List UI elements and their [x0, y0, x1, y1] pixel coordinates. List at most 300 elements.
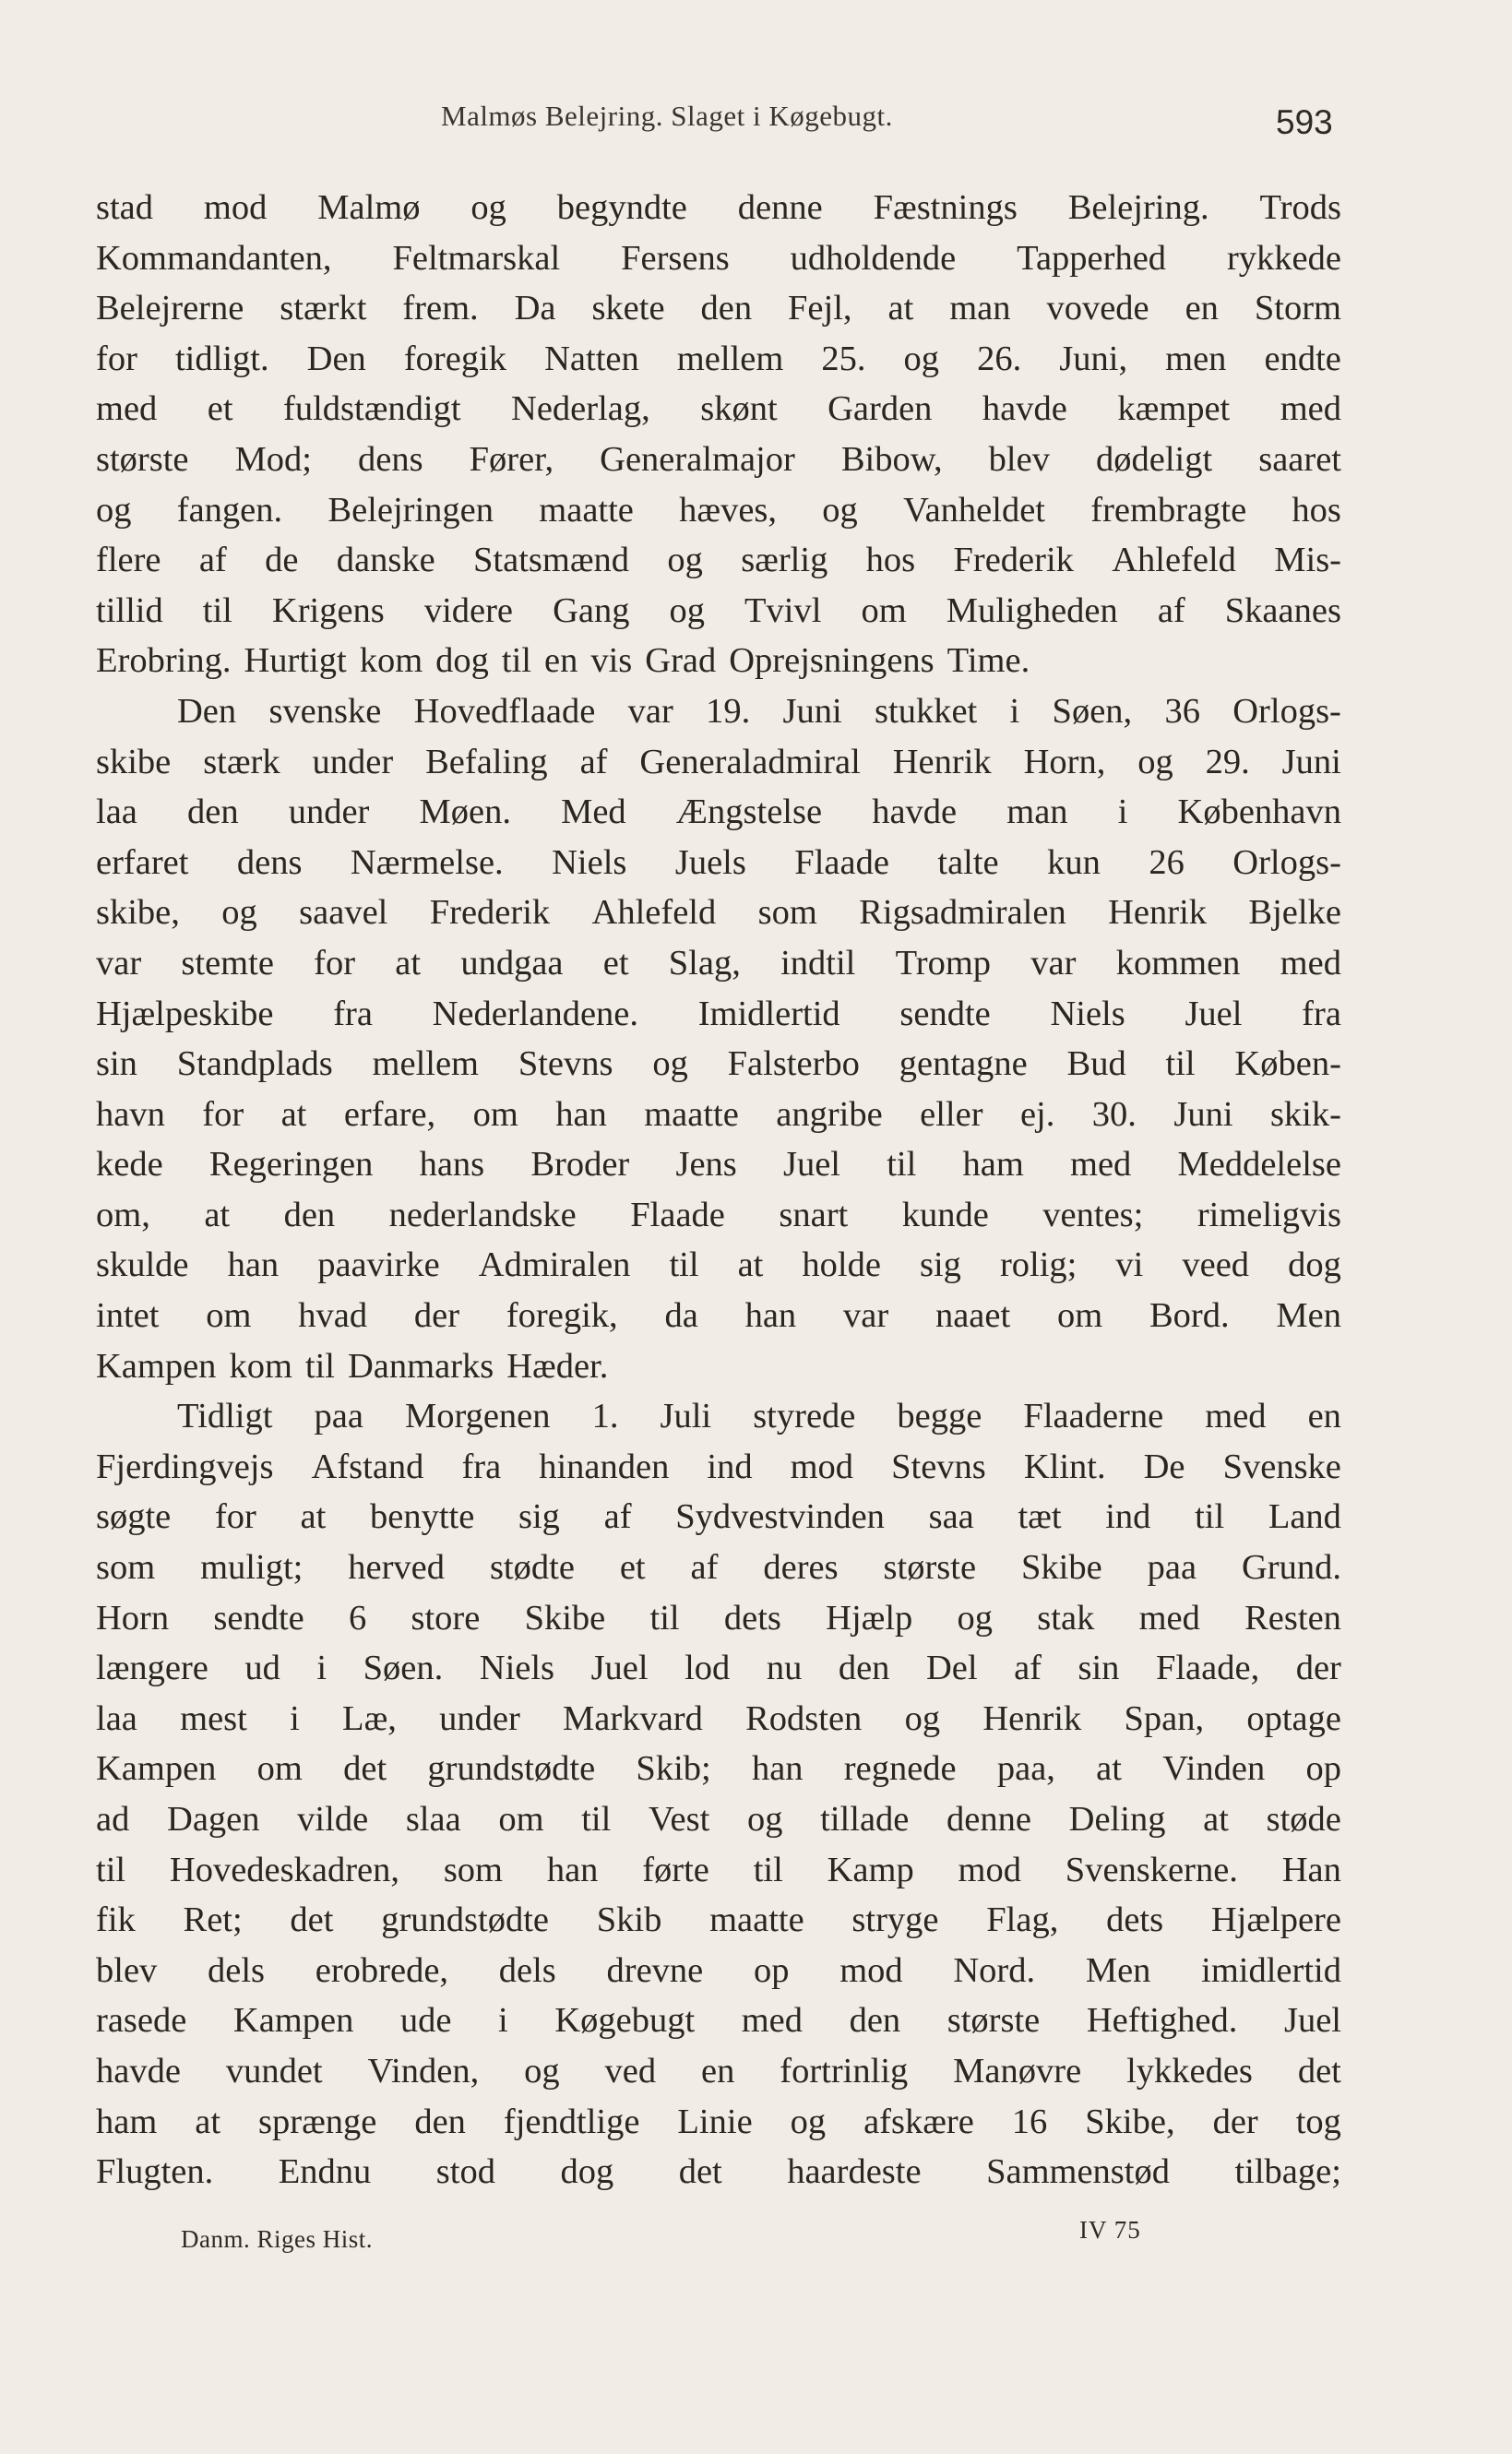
- text-line: [96, 1946, 1341, 1996]
- word: tæt: [1018, 1497, 1062, 1537]
- word: til: [581, 1800, 612, 1839]
- word: Time.: [946, 641, 1030, 681]
- word: og: [667, 541, 703, 580]
- word: Dagen: [167, 1800, 260, 1839]
- word: Broder: [530, 1145, 630, 1185]
- word: Bord.: [1149, 1296, 1230, 1336]
- word: Møen.: [419, 792, 511, 832]
- word: han: [751, 1749, 804, 1789]
- word: mellem: [372, 1044, 479, 1084]
- text-line: [96, 1593, 1341, 1644]
- word: ude: [399, 2001, 452, 2041]
- word: dens: [236, 842, 303, 882]
- text-line: [96, 1039, 1341, 1090]
- word: stærk: [203, 742, 280, 781]
- word: Standplads: [176, 1044, 333, 1084]
- word: til: [304, 1346, 335, 1386]
- word: skibe,: [96, 893, 180, 933]
- word: ej.: [1019, 1094, 1055, 1134]
- word: fuldstændigt: [283, 389, 461, 429]
- word: Henrik: [1108, 893, 1208, 933]
- word: rolig;: [999, 1245, 1077, 1285]
- word: stemte: [181, 943, 274, 983]
- word: holde: [802, 1245, 881, 1285]
- word: en: [701, 2051, 735, 2091]
- word: Natten: [544, 339, 639, 378]
- word: Deling: [1068, 1800, 1166, 1839]
- word: den: [849, 2001, 901, 2041]
- word: Den: [306, 339, 366, 378]
- word: ved: [604, 2051, 657, 2091]
- word: Markvard: [563, 1698, 703, 1738]
- word: Juel: [1283, 2001, 1341, 2041]
- word: ventes;: [1042, 1195, 1144, 1234]
- text-line: [96, 233, 1341, 284]
- word: af: [690, 1548, 719, 1588]
- word: dels: [208, 1950, 266, 1990]
- text-line: [96, 1744, 1341, 1794]
- word: mod: [839, 1950, 903, 1990]
- word: og: [957, 1598, 994, 1638]
- word: at: [395, 943, 422, 983]
- word: Flaaderne: [1023, 1397, 1164, 1436]
- word: indtil: [780, 943, 856, 983]
- word: kede: [96, 1145, 163, 1185]
- word: Hurtigt: [244, 641, 347, 681]
- word: under: [288, 792, 370, 832]
- word: Niels: [552, 842, 627, 882]
- word: saavel: [299, 893, 388, 933]
- word: Bjelke: [1248, 893, 1341, 933]
- text-line: [96, 1845, 1341, 1896]
- word: Rigsadmiralen: [859, 893, 1066, 933]
- word: Nederlag,: [511, 389, 650, 429]
- word: rimeligvis: [1197, 1195, 1341, 1234]
- word: han: [546, 1850, 599, 1889]
- text-line: [96, 183, 1341, 233]
- word: Nederlandene.: [432, 994, 639, 1033]
- word: største: [883, 1548, 977, 1588]
- word: Ret;: [183, 1900, 243, 1940]
- word: mod: [958, 1850, 1021, 1889]
- word: mod: [203, 188, 268, 227]
- text-line: [96, 989, 1341, 1040]
- word: paavirke: [317, 1245, 440, 1285]
- word: Kommandanten,: [96, 238, 332, 278]
- word: hinanden: [539, 1447, 670, 1486]
- word: Mis-: [1274, 541, 1341, 580]
- word: at: [1203, 1800, 1229, 1839]
- word: at: [300, 1497, 327, 1537]
- word: angribe: [776, 1094, 883, 1134]
- word: Statsmænd: [473, 541, 630, 580]
- word: som: [757, 893, 817, 933]
- word: til: [1195, 1497, 1225, 1537]
- text-line: [96, 1442, 1341, 1493]
- word: snart: [779, 1195, 849, 1234]
- text-line: [96, 887, 1341, 938]
- word: stad: [96, 188, 154, 227]
- word: styrede: [753, 1397, 856, 1436]
- text-line: [96, 1391, 1341, 1442]
- word: og: [524, 2051, 560, 2091]
- word: det: [678, 2152, 722, 2192]
- word: Morgenen: [404, 1397, 551, 1436]
- word: 29.: [1205, 742, 1250, 781]
- word: Nord.: [953, 1950, 1036, 1990]
- text-line: [96, 1341, 1341, 1392]
- text-line: [96, 838, 1341, 888]
- word: Befaling: [425, 742, 548, 781]
- word: største: [96, 439, 189, 479]
- word: den: [187, 792, 239, 832]
- word: grundstødte: [381, 1900, 549, 1940]
- word: den: [700, 289, 753, 328]
- word: at: [737, 1245, 764, 1285]
- word: og: [1137, 742, 1173, 781]
- word: Falsterbo: [727, 1044, 860, 1084]
- word: var: [842, 1296, 889, 1336]
- word: og: [652, 1044, 688, 1084]
- word: Hovedflaade: [413, 691, 596, 731]
- text-line: [96, 1543, 1341, 1593]
- word: begge: [897, 1397, 982, 1436]
- word: herved: [348, 1548, 446, 1588]
- word: blev: [96, 1950, 158, 1990]
- word: gentagne: [899, 1044, 1028, 1084]
- word: Juel: [782, 1145, 841, 1185]
- word: om,: [96, 1195, 150, 1234]
- word: Bibow,: [840, 439, 943, 479]
- word: og: [790, 2102, 827, 2141]
- word: Sammenstød: [986, 2152, 1170, 2192]
- word: Hjælpere: [1210, 1900, 1341, 1940]
- word: Kampen: [232, 2001, 354, 2041]
- word: skibe: [96, 742, 172, 781]
- word: Hovedeskadren,: [169, 1850, 399, 1889]
- word: om: [472, 1094, 518, 1134]
- word: sin: [1077, 1649, 1120, 1688]
- word: men: [1165, 339, 1227, 378]
- word: vundet: [225, 2051, 323, 2091]
- word: den: [414, 2102, 466, 2141]
- word: maatte: [644, 1094, 739, 1134]
- word: ind: [707, 1447, 753, 1486]
- word: denne: [946, 1800, 1031, 1839]
- text-line: [96, 1190, 1341, 1241]
- text-line: [96, 485, 1341, 536]
- word: Orlogs-: [1232, 842, 1341, 882]
- word: Grad: [645, 641, 717, 681]
- word: Heftighed.: [1086, 2001, 1238, 2041]
- word: erfare,: [343, 1094, 436, 1134]
- word: stak: [1037, 1598, 1095, 1638]
- word: frem.: [402, 289, 479, 328]
- word: til: [753, 1850, 783, 1889]
- word: støde: [1266, 1800, 1341, 1839]
- word: af: [1014, 1649, 1042, 1688]
- word: Juni: [1281, 742, 1341, 781]
- word: og: [903, 339, 940, 378]
- word: et: [602, 943, 629, 983]
- word: fortrinlig: [780, 2051, 909, 2091]
- word: Orlogs-: [1232, 691, 1341, 731]
- text-line: [96, 1995, 1341, 2046]
- word: skulde: [96, 1245, 189, 1285]
- word: Fersens: [621, 238, 730, 278]
- word: ham: [96, 2102, 158, 2141]
- word: Men: [1085, 1950, 1151, 1990]
- footer-sheet-mark: IV 75: [1079, 2216, 1141, 2244]
- word: Køben-: [1234, 1044, 1341, 1084]
- word: Generaladmiral: [639, 742, 861, 781]
- word: Fejl,: [788, 289, 852, 328]
- body-text: [96, 183, 1341, 2198]
- word: med: [741, 2001, 804, 2041]
- word: havn: [96, 1094, 165, 1134]
- word: videre: [423, 590, 514, 630]
- word: i: [498, 2001, 508, 2041]
- word: Resten: [1244, 1598, 1341, 1638]
- word: havde: [872, 792, 958, 832]
- word: at: [280, 1094, 307, 1134]
- text-line: [96, 636, 1341, 686]
- word: intet: [96, 1296, 160, 1336]
- word: Søen,: [1052, 691, 1133, 731]
- word: Ahlefeld: [1112, 541, 1236, 580]
- word: fra: [1302, 994, 1341, 1033]
- word: med: [1280, 389, 1341, 429]
- word: Flugten.: [96, 2152, 214, 2192]
- word: Læ,: [342, 1698, 397, 1738]
- word: Slag,: [668, 943, 741, 983]
- word: et: [207, 389, 233, 429]
- word: Kampen: [96, 1749, 217, 1789]
- word: førte: [642, 1850, 709, 1889]
- word: 1.: [591, 1397, 619, 1436]
- word: Trods: [1259, 188, 1341, 227]
- word: og: [96, 490, 132, 530]
- word: i: [1117, 792, 1128, 832]
- word: Hjælp: [826, 1598, 913, 1638]
- word: til: [96, 1850, 126, 1889]
- word: Bud: [1066, 1044, 1126, 1084]
- word: dens: [358, 439, 423, 479]
- word: af: [198, 541, 227, 580]
- word: tillade: [820, 1800, 910, 1839]
- word: som: [443, 1850, 503, 1889]
- word: da: [664, 1296, 698, 1336]
- word: Hjælpeskibe: [96, 994, 274, 1033]
- word: Grund.: [1241, 1548, 1341, 1588]
- word: Meddelelse: [1177, 1145, 1341, 1185]
- word: stod: [435, 2152, 495, 2192]
- text-line: [96, 1291, 1341, 1341]
- word: Stevns: [891, 1447, 986, 1486]
- word: Skib: [596, 1900, 662, 1940]
- word: Juel: [1185, 994, 1243, 1033]
- word: danske: [336, 541, 435, 580]
- text-line: [96, 1694, 1341, 1745]
- word: Generalmajor: [600, 439, 795, 479]
- word: Fjerdingvejs: [96, 1447, 274, 1486]
- word: laa: [96, 792, 137, 832]
- word: i: [1009, 691, 1020, 731]
- word: om: [1056, 1296, 1103, 1336]
- word: en: [544, 641, 578, 681]
- word: om: [498, 1800, 544, 1839]
- text-line: [96, 686, 1341, 737]
- word: Span,: [1124, 1698, 1205, 1738]
- word: tidligt.: [174, 339, 269, 378]
- word: Belejrerne: [96, 289, 244, 328]
- word: Køgebugt: [554, 2001, 696, 2041]
- word: at: [1096, 1749, 1122, 1789]
- word: Danmarks: [347, 1346, 494, 1386]
- text-line: [96, 1139, 1341, 1190]
- word: begyndte: [556, 188, 687, 227]
- word: Tidligt: [177, 1397, 273, 1436]
- word: Gang: [553, 590, 630, 630]
- word: laa: [96, 1698, 137, 1738]
- word: Skibe: [1021, 1548, 1102, 1588]
- word: søgte: [96, 1497, 172, 1537]
- word: kommen: [1115, 943, 1241, 983]
- word: med: [1070, 1145, 1132, 1185]
- word: sendte: [899, 994, 991, 1033]
- word: fra: [333, 994, 373, 1033]
- word: mod: [790, 1447, 854, 1486]
- word: Flaade: [630, 1195, 725, 1234]
- word: Jens: [675, 1145, 737, 1185]
- word: Muligheden: [946, 590, 1118, 630]
- word: Stevns: [518, 1044, 613, 1084]
- word: vovede: [1046, 289, 1149, 328]
- word: Flaade,: [1155, 1649, 1260, 1688]
- word: Juni,: [1059, 339, 1128, 378]
- word: Ahlefeld: [591, 893, 717, 933]
- word: Oprejsningens: [729, 641, 935, 681]
- word: slaa: [405, 1800, 461, 1839]
- word: der: [1295, 1649, 1341, 1688]
- word: største: [946, 2001, 1041, 2041]
- word: det: [1297, 2051, 1341, 2091]
- text-line: [96, 283, 1341, 334]
- word: stærkt: [280, 289, 367, 328]
- text-line: [96, 334, 1341, 385]
- word: fik: [96, 1900, 136, 1940]
- word: store: [411, 1598, 481, 1638]
- word: til: [669, 1245, 699, 1285]
- word: havde: [96, 2051, 181, 2091]
- word: for: [202, 1094, 244, 1134]
- word: sprænge: [258, 2102, 377, 2141]
- word: Vest: [649, 1800, 710, 1839]
- word: til: [1165, 1044, 1196, 1084]
- word: Regeringen: [208, 1145, 374, 1185]
- word: og: [470, 188, 506, 227]
- word: Juni: [1173, 1094, 1233, 1134]
- word: stukket: [875, 691, 978, 731]
- word: Juels: [674, 842, 746, 882]
- word: kom: [359, 641, 423, 681]
- word: Fører,: [469, 439, 554, 479]
- word: sig: [518, 1497, 560, 1537]
- word: kunde: [901, 1195, 989, 1234]
- word: og: [669, 590, 705, 630]
- word: for: [314, 943, 356, 983]
- word: op: [1305, 1749, 1341, 1789]
- word: vi: [1115, 1245, 1144, 1285]
- word: hvad: [298, 1296, 368, 1336]
- word: veed: [1182, 1245, 1250, 1285]
- word: Fæstnings: [873, 188, 1018, 227]
- word: op: [753, 1950, 790, 1990]
- word: saa: [928, 1497, 974, 1537]
- word: var: [1030, 943, 1077, 983]
- text-line: [96, 938, 1341, 989]
- word: som: [96, 1548, 156, 1588]
- word: dels: [498, 1950, 556, 1990]
- word: rykkede: [1226, 238, 1341, 278]
- text-line: [96, 1090, 1341, 1140]
- word: der: [413, 1296, 460, 1336]
- word: Feltmarskal: [392, 238, 561, 278]
- word: Horn: [96, 1598, 170, 1638]
- word: et: [619, 1548, 646, 1588]
- word: Tapperhed: [1017, 238, 1167, 278]
- word: stryge: [851, 1900, 939, 1940]
- word: Del: [925, 1649, 978, 1688]
- word: det: [290, 1900, 334, 1940]
- word: erobrede,: [315, 1950, 449, 1990]
- word: maatte: [539, 490, 634, 530]
- word: han: [744, 1296, 797, 1336]
- word: grundstødte: [427, 1749, 596, 1789]
- word: Henrik: [982, 1698, 1082, 1738]
- word: om: [206, 1296, 252, 1336]
- word: Nærmelse.: [350, 842, 504, 882]
- word: De: [1143, 1447, 1185, 1486]
- word: af: [603, 1497, 632, 1537]
- word: under: [439, 1698, 520, 1738]
- word: Han: [1281, 1850, 1341, 1889]
- text-line: [96, 1794, 1341, 1845]
- word: fangen.: [176, 490, 283, 530]
- word: Belejringen: [327, 490, 494, 530]
- word: og: [904, 1698, 941, 1738]
- word: man: [949, 289, 1011, 328]
- word: med: [96, 389, 158, 429]
- word: nederlandske: [388, 1195, 577, 1234]
- word: der: [1212, 2102, 1258, 2141]
- word: 36: [1164, 691, 1200, 731]
- word: og: [221, 893, 257, 933]
- word: Juel: [590, 1649, 649, 1688]
- word: ud: [244, 1649, 280, 1688]
- word: Men: [1276, 1296, 1341, 1336]
- text-line: [96, 1895, 1341, 1946]
- word: Med: [561, 792, 626, 832]
- word: hans: [419, 1145, 485, 1185]
- text-line: [96, 435, 1341, 485]
- word: af: [579, 742, 608, 781]
- word: man: [1006, 792, 1068, 832]
- word: Juni: [782, 691, 842, 731]
- word: dog: [1288, 1245, 1341, 1285]
- word: Flaade: [794, 842, 889, 882]
- word: særlig: [741, 541, 828, 580]
